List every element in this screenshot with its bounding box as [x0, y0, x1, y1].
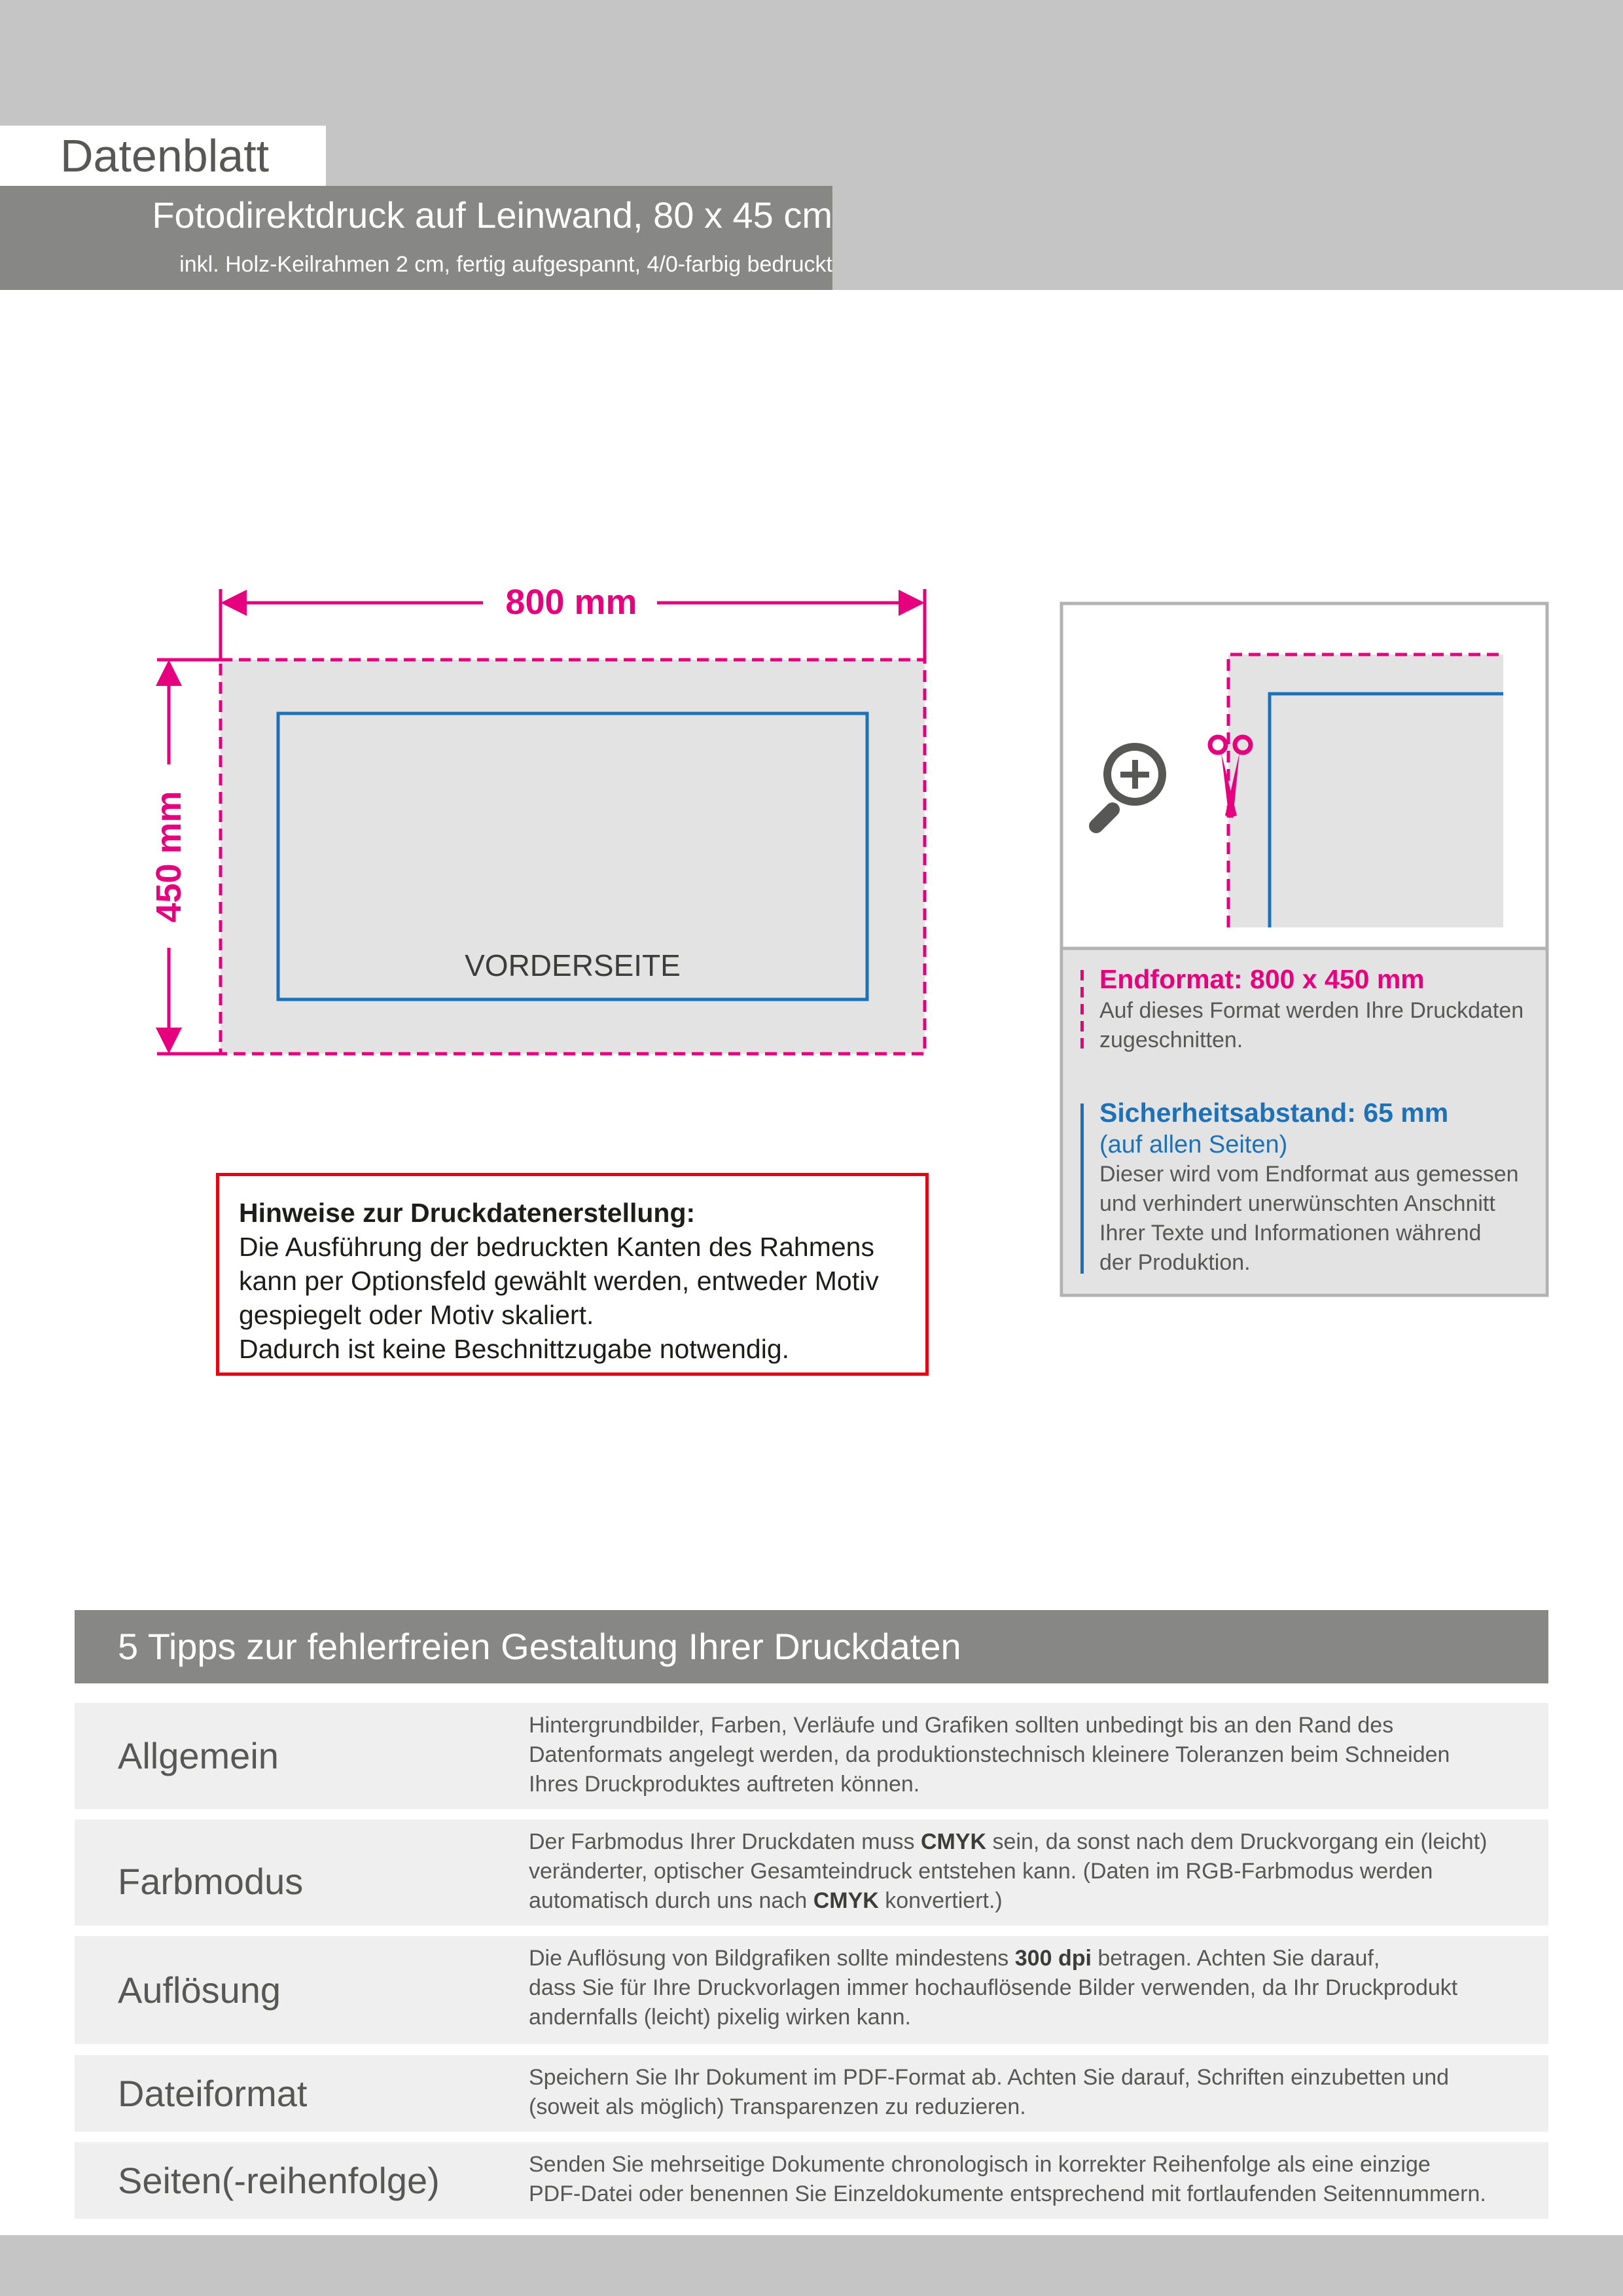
page-title: Datenblatt	[60, 130, 270, 181]
height-dimension	[149, 660, 223, 1054]
tip-line	[529, 1944, 1537, 1973]
tip-row-aufloesung	[75, 1936, 1548, 2044]
hint-title: Hinweise zur Druckdatenerstellung:	[239, 1198, 696, 1228]
cut-line-marker	[1080, 970, 1084, 1051]
safety-text: und verhindert unerwünschten Anschnitt	[1099, 1191, 1495, 1216]
tips-title: 5 Tipps zur fehlerfreien Gestaltung Ihrer Druckdaten	[118, 1626, 961, 1667]
tip-label: Auflösung	[118, 1969, 281, 2011]
hint-line: gespiegelt oder Motiv skaliert.	[239, 1300, 594, 1330]
tip-label: Farbmodus	[118, 1861, 304, 1902]
tip-line: andernfalls (leicht) pixelig wirken kann.	[529, 2005, 911, 2030]
footer-band	[0, 2235, 1623, 2296]
width-dimension	[221, 583, 925, 661]
product-detail: inkl. Holz-Keilrahmen 2 cm, fertig aufgespannt, 4/0-farbig bedruckt	[179, 252, 832, 277]
front-side-label: VORDERSEITE	[465, 948, 681, 982]
tip-text-part: automatisch durch uns nach	[529, 1888, 813, 1913]
tip-line	[529, 1827, 1537, 1857]
safety-subtitle: (auf allen Seiten)	[1099, 1131, 1288, 1158]
safety-line-marker	[1080, 1103, 1084, 1274]
width-label: 800 mm	[505, 583, 637, 622]
safety-legend	[1063, 1096, 1519, 1278]
safety-title: Sicherheitsabstand: 65 mm	[1099, 1098, 1449, 1128]
tip-row-dateiformat	[75, 2055, 1548, 2132]
endformat-legend	[1063, 962, 1524, 1055]
tip-line: (soweit als möglich) Transparenzen zu reduzieren.	[529, 2094, 1026, 2119]
print-hint-box	[216, 1173, 929, 1376]
tip-line	[529, 1886, 1537, 1916]
dpi-emphasis: 300 dpi	[1014, 1946, 1092, 1971]
tip-text-part: sein, da sonst nach dem Druckvorgang ein (leicht)	[986, 1829, 1488, 1854]
safety-text: Ihrer Texte und Informationen während	[1099, 1221, 1482, 1246]
tip-text-part: betragen. Achten Sie darauf,	[1091, 1946, 1380, 1971]
safety-text: der Produktion.	[1099, 1250, 1251, 1275]
cut-format-area	[221, 660, 925, 1054]
tip-text	[529, 1711, 1537, 1799]
tip-line: PDF-Datei oder benennen Sie Einzeldokumente entsprechend mit fortlaufenden Seitennummern.	[529, 2181, 1486, 2206]
cmyk-emphasis: CMYK	[813, 1888, 879, 1913]
tip-text-part: Die Auflösung von Bildgrafiken sollte mindestens	[529, 1946, 1015, 1971]
tip-line: Speichern Sie Ihr Dokument im PDF-Format ab. Achten Sie darauf, Schriften einzubetten und	[529, 2065, 1450, 2090]
tip-line: Datenformats angelegt werden, da produktionstechnisch kleinere Toleranzen beim Schneiden	[529, 1742, 1450, 1767]
tip-text-part: konvertiert.)	[878, 1888, 1003, 1913]
hint-line: Dadurch ist keine Beschnittzugabe notwendig.	[239, 1334, 790, 1364]
endformat-text: Auf dieses Format werden Ihre Druckdaten	[1099, 998, 1524, 1023]
tip-text-part: Der Farbmodus Ihrer Druckdaten muss	[529, 1829, 921, 1854]
height-label: 450 mm	[149, 791, 188, 923]
tip-row-allgemein	[75, 1703, 1548, 1809]
tip-label: Seiten(-reihenfolge)	[118, 2160, 440, 2201]
endformat-title: Endformat: 800 x 450 mm	[1099, 964, 1425, 994]
tip-text	[529, 1827, 1537, 1916]
tip-row-farbmodus	[75, 1820, 1548, 1926]
hint-line: kann per Optionsfeld gewählt werden, entweder Motiv	[239, 1266, 879, 1296]
safety-text: Dieser wird vom Endformat aus gemessen	[1099, 1162, 1519, 1187]
tip-label: Allgemein	[118, 1735, 279, 1776]
tip-line: Ihres Druckproduktes auftreten können.	[529, 1772, 920, 1797]
tip-row-seiten	[75, 2142, 1548, 2219]
tip-text	[529, 2063, 1537, 2122]
tip-text	[529, 2150, 1537, 2209]
tip-line: veränderter, optischer Gesamteindruck entstehen kann. (Daten im RGB-Farbmodus werden	[529, 1859, 1433, 1884]
cmyk-emphasis: CMYK	[920, 1829, 987, 1854]
endformat-text: zugeschnitten.	[1099, 1028, 1243, 1052]
product-title: Fotodirektdruck auf Leinwand, 80 x 45 cm	[152, 194, 832, 236]
hint-line: Die Ausführung der bedruckten Kanten des Rahmens	[239, 1232, 874, 1262]
tip-text	[529, 1944, 1537, 2032]
legend	[1063, 949, 1547, 1296]
tip-line: Senden Sie mehrseitige Dokumente chronologisch in korrekter Reihenfolge als eine einzige	[529, 2152, 1431, 2177]
tip-label: Dateiformat	[118, 2073, 308, 2114]
tip-line: Hintergrundbilder, Farben, Verläufe und Grafiken sollten unbedingt bis an den Rand des	[529, 1713, 1394, 1738]
tip-line: dass Sie für Ihre Druckvorlagen immer hochauflösende Bilder verwenden, da Ihr Druckprodukt	[529, 1975, 1458, 2000]
